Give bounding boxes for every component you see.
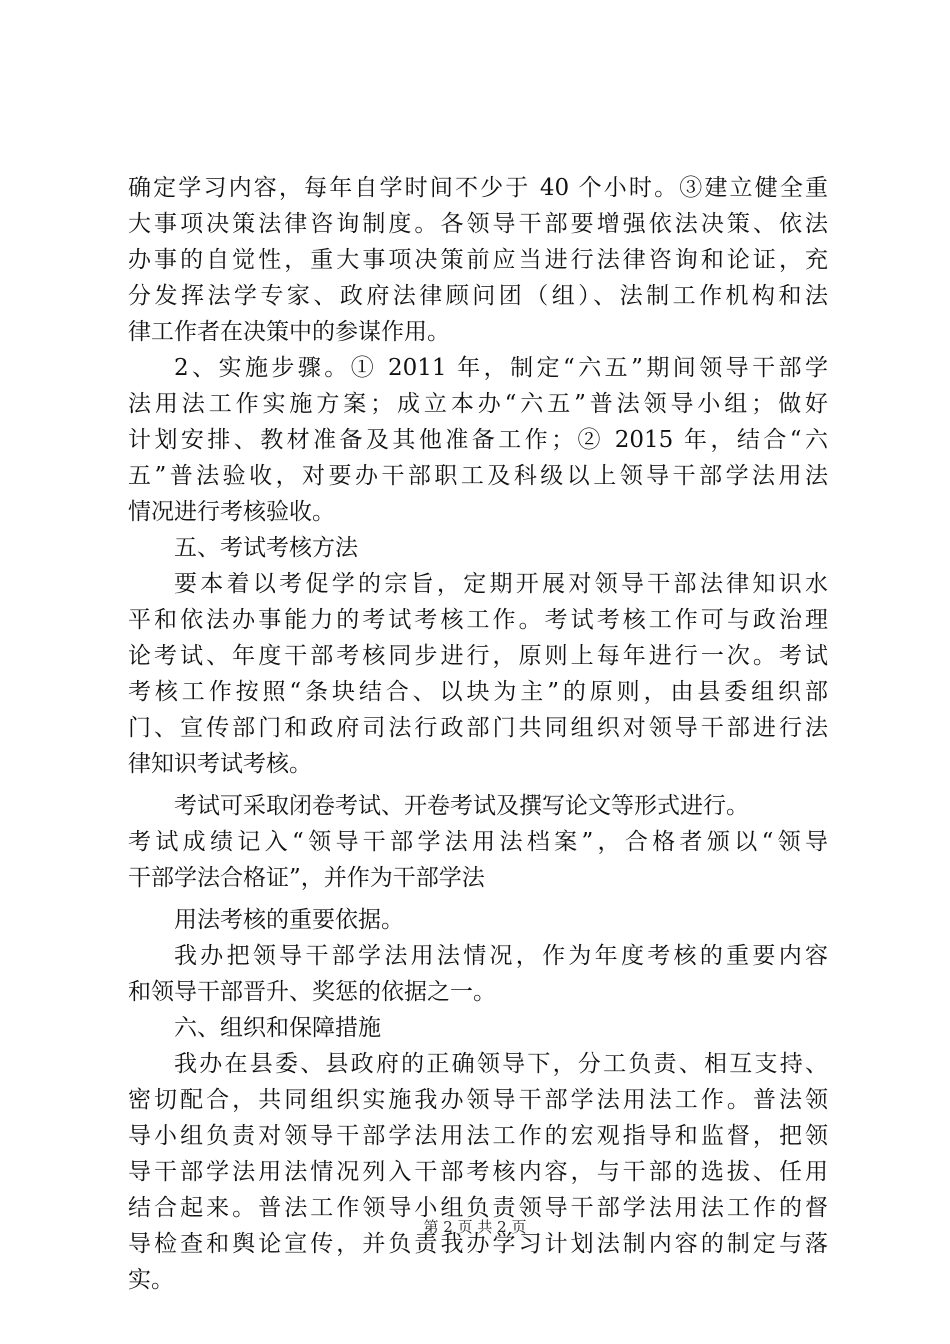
text-line: 考核工作按照“条块结合、以块为主”的原则，由县委组织部 (128, 679, 828, 705)
text-line: 我办把领导干部学法用法情况，作为年度考核的重要内容 (174, 943, 828, 969)
section-heading: 五、考试考核方法 (174, 535, 358, 561)
text-line: 门、宣传部门和政府司法行政部门共同组织对领导干部进行法 (128, 715, 828, 741)
text-line: 干部学法合格证”，并作为干部学法 (128, 865, 485, 891)
text-line: 情况进行考核验收。 (128, 499, 335, 525)
text-line: 办事的自觉性，重大事项决策前应当进行法律咨询和论证，充 (128, 247, 828, 273)
text-line: 律工作者在决策中的参谋作用。 (128, 319, 450, 345)
text-line: 分发挥法学专家、政府法律顾问团（组）、法制工作机构和法 (128, 283, 828, 309)
page-number-footer: 第 2 页 共 2 页 (423, 1218, 527, 1236)
text-line: 计划安排、教材准备及其他准备工作；② 2015 年，结合“六 (128, 427, 828, 453)
document-body (128, 170, 828, 1298)
text-line: 2、实施步骤。① 2011 年，制定“六五”期间领导干部学 (174, 355, 828, 381)
text-line: 论考试、年度干部考核同步进行，原则上每年进行一次。考试 (128, 643, 828, 669)
text-line: 我办在县委、县政府的正确领导下，分工负责、相互支持、 (174, 1051, 828, 1077)
text-line: 实。 (128, 1267, 174, 1293)
text-line: 密切配合，共同组织实施我办领导干部学法用法工作。普法领 (128, 1087, 828, 1113)
text-line: 法用法工作实施方案；成立本办“六五”普法领导小组；做好 (128, 391, 828, 417)
text-line: 要本着以考促学的宗旨，定期开展对领导干部法律知识水 (174, 571, 828, 597)
text-line: 导检查和舆论宣传，并负责我办学习计划法制内容的制定与落 (128, 1231, 828, 1257)
text-line: 五”普法验收，对要办干部职工及科级以上领导干部学法用法 (128, 463, 828, 489)
text-line: 考试可采取闭卷考试、开卷考试及撰写论文等形式进行。 (174, 793, 749, 819)
text-line: 用法考核的重要依据。 (174, 907, 404, 933)
text-line: 确定学习内容，每年自学时间不少于 40 个小时。③建立健全重 (128, 175, 828, 201)
text-line: 结合起来。普法工作领导小组负责领导干部学法用法工作的督 (128, 1195, 828, 1221)
text-line: 平和依法办事能力的考试考核工作。考试考核工作可与政治理 (128, 607, 828, 633)
text-line: 导干部学法用法情况列入干部考核内容，与干部的选拔、任用 (128, 1159, 828, 1185)
text-line: 考试成绩记入“领导干部学法用法档案”，合格者颁以“领导 (128, 829, 828, 855)
text-line: 大事项决策法律咨询制度。各领导干部要增强依法决策、依法 (128, 211, 828, 237)
section-heading: 六、组织和保障措施 (174, 1015, 381, 1041)
text-line: 导小组负责对领导干部学法用法工作的宏观指导和监督，把领 (128, 1123, 828, 1149)
text-line: 和领导干部晋升、奖惩的依据之一。 (128, 979, 496, 1005)
text-line: 律知识考试考核。 (128, 751, 312, 777)
